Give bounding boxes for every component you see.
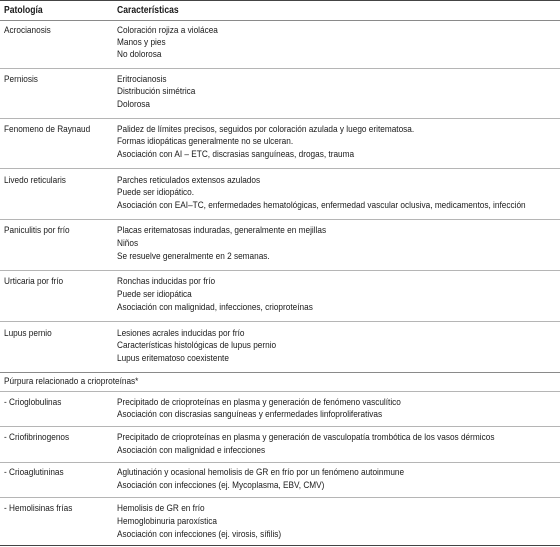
row-line: Lupus eritematoso coexistente — [117, 353, 229, 364]
row-name: Fenomeno de Raynaud — [4, 124, 91, 135]
subrow-name: - Crioaglutininas — [4, 467, 64, 478]
header-caracteristicas: Características — [117, 5, 179, 16]
table-top-rule — [0, 0, 560, 1]
row-line: Asociación con malignidad, infecciones, crioproteínas — [117, 302, 313, 313]
row-line: Formas idiopáticas generalmente no se ulceran. — [117, 136, 294, 147]
header-rule — [0, 20, 560, 21]
row-line: Palidez de límites precisos, seguidos por coloración azulada y luego eritematosa. — [117, 124, 415, 135]
row-name: Lupus pernio — [4, 328, 52, 339]
subrow-name: - Criofibrinogenos — [4, 432, 70, 443]
row-line: Coloración rojiza a violácea — [117, 25, 218, 36]
row-divider — [0, 497, 560, 498]
row-line: Dolorosa — [117, 99, 151, 110]
row-line: Asociación con AI – ETC, discrasias sanguíneas, drogas, trauma — [117, 149, 355, 160]
row-line: No dolorosa — [117, 49, 162, 60]
row-line: Puede ser idiopático. — [117, 187, 195, 198]
row-divider — [0, 68, 560, 69]
row-name: Livedo reticularis — [4, 175, 66, 186]
subrow-line: Asociación con malignidad e infecciones — [117, 445, 266, 456]
row-line: Distribución simétrica — [117, 86, 196, 97]
row-line: Placas eritematosas induradas, generalmente en mejillas — [117, 225, 327, 236]
row-divider — [0, 270, 560, 271]
subrow-line: Asociación con infecciones (ej. Mycoplasma, EBV, CMV) — [117, 480, 325, 491]
row-divider — [0, 118, 560, 119]
row-divider — [0, 321, 560, 322]
row-line: Se resuelve generalmente en 2 semanas. — [117, 251, 270, 262]
subrow-line: Precipitado de crioproteínas en plasma y generación de fenómeno vasculítico — [117, 397, 401, 408]
row-divider — [0, 462, 560, 463]
row-name: Acrocianosis — [4, 25, 51, 36]
section-divider — [0, 391, 560, 392]
subrow-name: - Crioglobulinas — [4, 397, 62, 408]
section-title: Púrpura relacionado a crioproteínas* — [4, 376, 139, 387]
row-line: Niños — [117, 238, 139, 249]
row-line: Características histológicas de lupus pernio — [117, 340, 277, 351]
row-line: Ronchas inducidas por frío — [117, 276, 216, 287]
row-line: Asociación con EAI–TC, enfermedades hematológicas, enfermedad vascular oclusiva, medicamentos, infección — [117, 200, 526, 211]
subrow-line: Precipitado de crioproteínas en plasma y generación de vasculopatía trombótica de los vasos dérmicos — [117, 432, 495, 443]
subrow-line: Hemolisis de GR en frío — [117, 503, 205, 514]
row-line: Manos y pies — [117, 37, 166, 48]
subrow-line: Aglutinación y ocasional hemolisis de GR en frío por un fenómeno autoinmune — [117, 467, 405, 478]
row-line: Parches reticulados extensos azulados — [117, 175, 261, 186]
row-line: Eritrocianosis — [117, 74, 167, 85]
row-name: Paniculitis por frío — [4, 225, 70, 236]
row-line: Lesiones acrales inducidas por frío — [117, 328, 245, 339]
table-bottom-rule — [0, 545, 560, 546]
row-line: Puede ser idiopática — [117, 289, 192, 300]
row-divider — [0, 426, 560, 427]
subrow-line: Hemoglobinuria paroxística — [117, 516, 217, 527]
subrow-line: Asociación con discrasias sanguíneas y enfermedades linfoproliferativas — [117, 409, 383, 420]
row-name: Perniosis — [4, 74, 38, 85]
subrow-name: - Hemolisinas frías — [4, 503, 73, 514]
header-patologia: Patología — [4, 5, 43, 16]
row-name: Urticaria por frío — [4, 276, 64, 287]
row-divider — [0, 219, 560, 220]
row-divider — [0, 372, 560, 373]
row-divider — [0, 168, 560, 169]
subrow-line: Asociación con infecciones (ej. virosis, sífilis) — [117, 529, 282, 540]
